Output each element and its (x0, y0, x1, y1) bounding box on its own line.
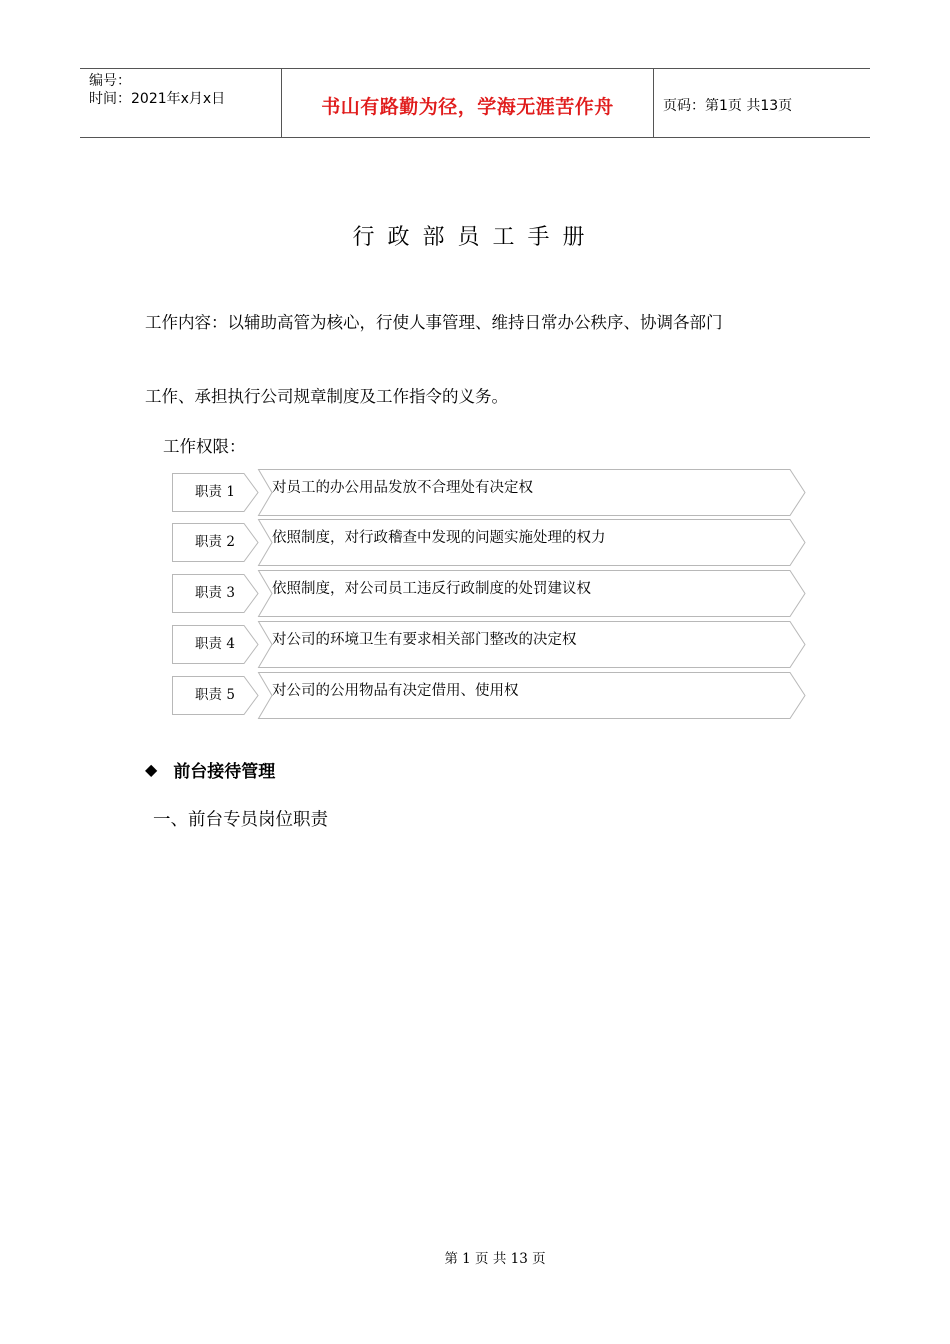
header-motto-cell (281, 69, 654, 137)
duty-text: 对公司的环境卫生有要求相关部门整改的决定权 (272, 632, 577, 648)
intro-line-1: 工作内容：以辅助高管为核心，行使人事管理、维持日常办公秩序、协调各部门 (145, 313, 723, 332)
header-motto: 书山有路勤为径，学海无涯苦作舟 (321, 95, 614, 118)
duty-item (172, 518, 806, 566)
duty-item (172, 569, 806, 617)
page-footer: 第 1 页 共 13 页 (444, 1251, 546, 1267)
header-table (80, 68, 870, 138)
header-meta (80, 69, 281, 137)
section-heading-text: 前台接待管理 (173, 762, 276, 782)
duty-text: 对员工的办公用品发放不合理处有决定权 (272, 480, 533, 496)
intro-line-2: 工作、承担执行公司规章制度及工作指令的义务。 (145, 387, 508, 406)
document-time-label: 时间：2021年x月x日 (89, 91, 226, 107)
duty-label: 职责 2 (195, 534, 235, 550)
duty-label: 职责 4 (195, 636, 235, 652)
section-heading (145, 757, 275, 782)
duty-item (172, 671, 806, 719)
page-title: 行政部员工手册 (352, 225, 598, 250)
duty-text: 依照制度，对行政稽查中发现的问题实施处理的权力 (272, 530, 606, 546)
duty-label: 职责 5 (195, 687, 235, 703)
duty-item (172, 620, 806, 668)
authority-label: 工作权限： (163, 437, 246, 456)
duty-label: 职责 1 (195, 484, 235, 500)
duty-list (172, 468, 806, 720)
diamond-icon: ◆ (145, 760, 158, 779)
duty-text: 依照制度，对公司员工违反行政制度的处罚建议权 (272, 581, 591, 597)
document-number-label: 编号： (89, 73, 131, 89)
duty-label: 职责 3 (195, 585, 235, 601)
header-page-number: 页码：第1页 共13页 (663, 98, 793, 114)
header-page-cell (654, 69, 870, 137)
duty-item (172, 468, 806, 516)
duty-text: 对公司的公用物品有决定借用、使用权 (272, 683, 519, 699)
section-subheading: 一、前台专员岗位职责 (153, 810, 328, 830)
